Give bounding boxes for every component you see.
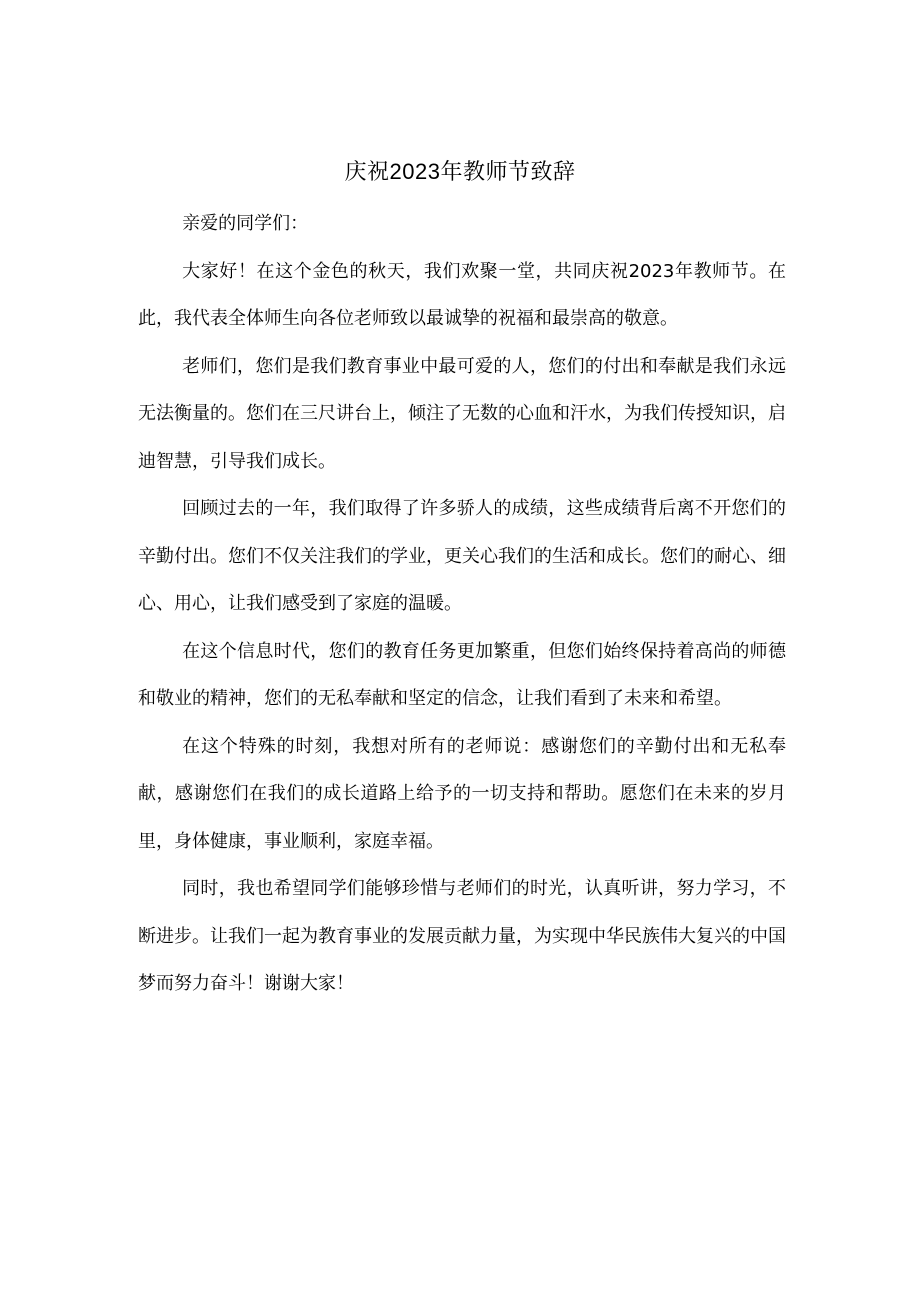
paragraph: 大家好！在这个金色的秋天，我们欢聚一堂，共同庆祝2023年教师节。在此，我代表全体师生向各位老师致以最诚挚的祝福和最崇高的敬意。 (138, 260, 786, 329)
document-body (138, 200, 786, 1008)
paragraph: 在这个特殊的时刻，我想对所有的老师说：感谢您们的辛勤付出和无私奉献，感谢您们在我们的成长道路上给予的一切支持和帮助。愿您们在未来的岁月里，身体健康，事业顺利，家庭幸福。 (138, 735, 786, 852)
paragraph: 在这个信息时代，您们的教育任务更加繁重，但您们始终保持着高尚的师德和敬业的精神，您们的无私奉献和坚定的信念，让我们看到了未来和希望。 (138, 640, 786, 709)
paragraph: 老师们，您们是我们教育事业中最可爱的人，您们的付出和奉献是我们永远无法衡量的。您们在三尺讲台上，倾注了无数的心血和汗水，为我们传授知识，启迪智慧，引导我们成长。 (138, 355, 786, 472)
salutation: 亲爱的同学们： (182, 213, 309, 234)
paragraph: 回顾过去的一年，我们取得了许多骄人的成绩，这些成绩背后离不开您们的辛勤付出。您们不仅关注我们的学业，更关心我们的生活和成长。您们的耐心、细心、用心，让我们感受到了家庭的温暖。 (138, 498, 786, 614)
paragraph: 同时，我也希望同学们能够珍惜与老师们的时光，认真听讲，努力学习，不断进步。让我们一起为教育事业的发展贡献力量，为实现中华民族伟大复兴的中国梦而努力奋斗！谢谢大家！ (138, 878, 786, 994)
document-title: 庆祝2023年教师节致辞 (344, 158, 576, 184)
